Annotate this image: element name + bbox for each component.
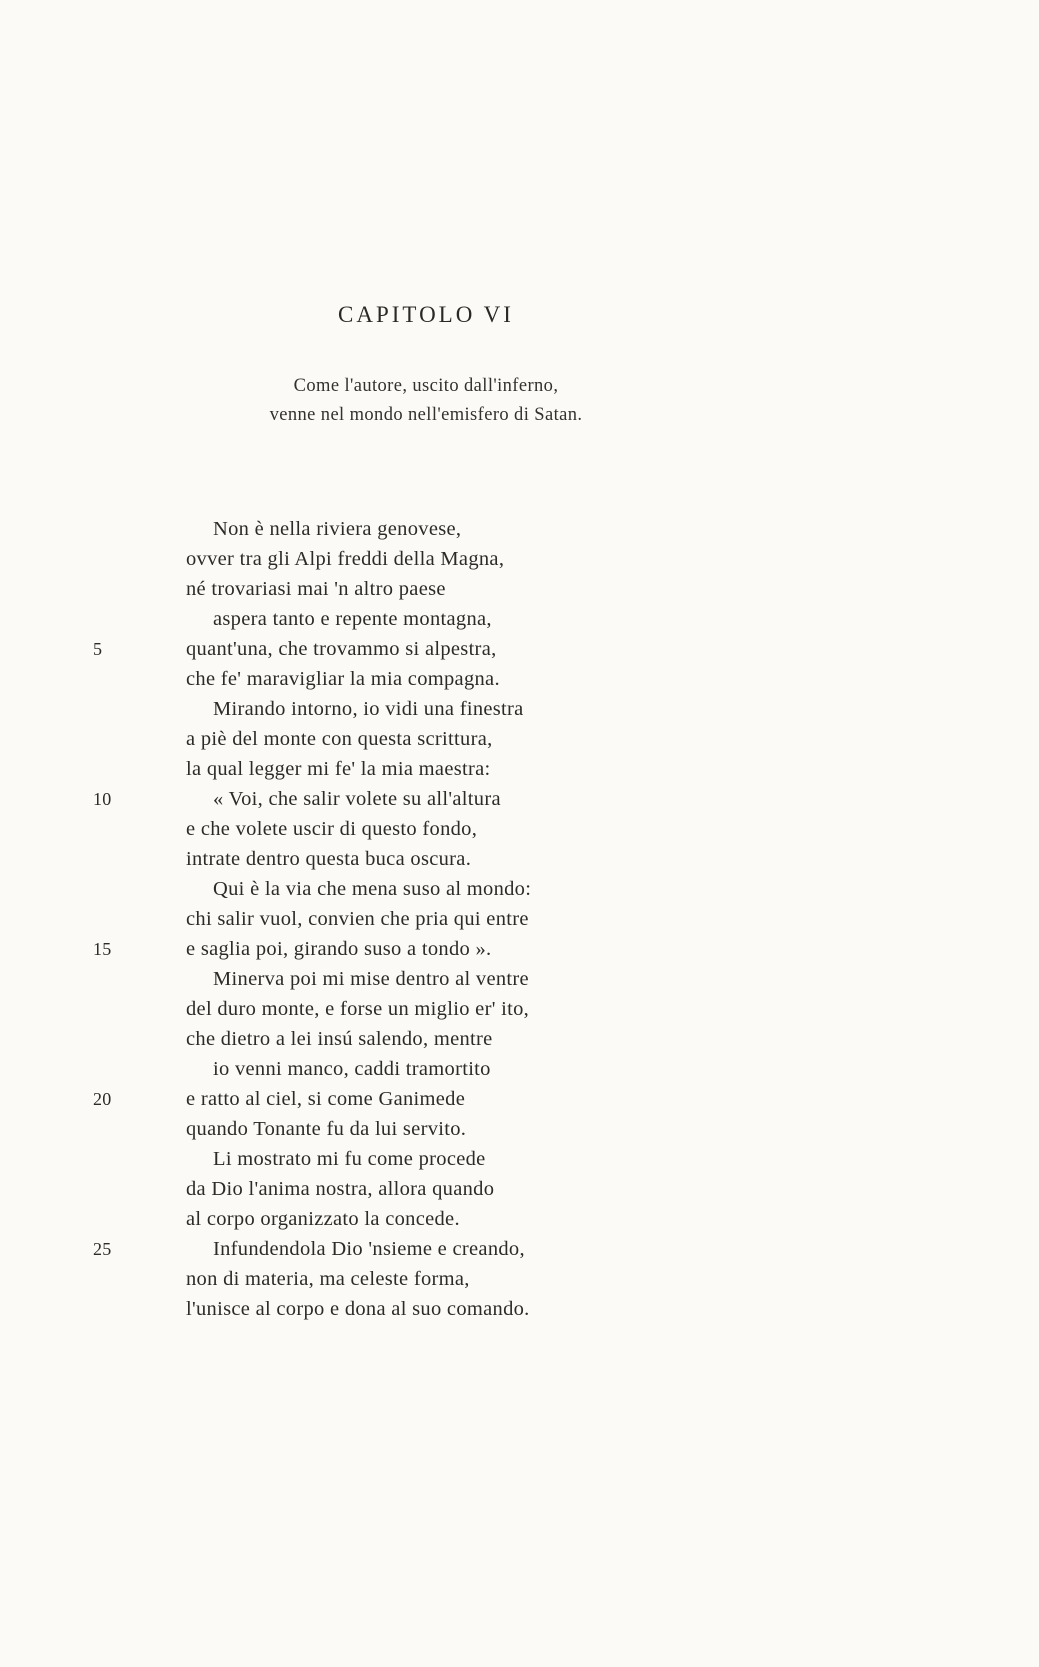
poem-line-text: l'unisce al corpo e dona al suo comando.	[186, 1298, 530, 1320]
poem-line	[93, 844, 1039, 874]
poem-line	[93, 934, 1039, 964]
poem-line	[93, 664, 1039, 694]
poem-line	[93, 904, 1039, 934]
poem	[93, 514, 1039, 1324]
poem-line-text: « Voi, che salir volete su all'altura	[213, 788, 501, 810]
poem-line-text: né trovariasi mai 'n altro paese	[186, 578, 446, 600]
poem-line-text: e ratto al ciel, si come Ganimede	[186, 1088, 466, 1110]
chapter-subtitle-line: venne nel mondo nell'emisfero di Satan.	[269, 405, 583, 425]
poem-line	[93, 574, 1039, 604]
chapter-subtitle-line: Come l'autore, uscito dall'inferno,	[293, 376, 559, 396]
poem-line	[93, 1054, 1039, 1084]
line-number: 10	[93, 789, 112, 809]
poem-line	[93, 784, 1039, 814]
poem-line-text: da Dio l'anima nostra, allora quando	[186, 1178, 495, 1200]
poem-line	[93, 1174, 1039, 1204]
poem-line	[93, 604, 1039, 634]
poem-line	[93, 1234, 1039, 1264]
poem-line-text: intrate dentro questa buca oscura.	[186, 848, 472, 870]
line-number: 15	[93, 939, 112, 959]
poem-line	[93, 1264, 1039, 1294]
poem-line-text: al corpo organizzato la concede.	[186, 1208, 460, 1230]
poem-line-text: non di materia, ma celeste forma,	[186, 1268, 470, 1290]
poem-line-text: aspera tanto e repente montagna,	[213, 608, 492, 630]
heading-block	[186, 302, 666, 430]
poem-line-text: Li mostrato mi fu come procede	[213, 1148, 486, 1170]
poem-line	[93, 814, 1039, 844]
chapter-subtitle	[186, 372, 666, 430]
poem-line	[93, 964, 1039, 994]
poem-line-text: del duro monte, e forse un miglio er' ito,	[186, 998, 530, 1020]
poem-line-text: ovver tra gli Alpi freddi della Magna,	[186, 548, 505, 570]
poem-line-text: io venni manco, caddi tramortito	[213, 1058, 491, 1080]
line-number: 20	[93, 1089, 112, 1109]
poem-line-text: Non è nella riviera genovese,	[213, 518, 462, 540]
poem-line	[93, 634, 1039, 664]
poem-line-text: Mirando intorno, io vidi una finestra	[213, 698, 524, 720]
poem-line	[93, 514, 1039, 544]
poem-line	[93, 1144, 1039, 1174]
poem-line	[93, 1204, 1039, 1234]
poem-line-text: che fe' maravigliar la mia compagna.	[186, 668, 500, 690]
poem-line	[93, 754, 1039, 784]
poem-line	[93, 1084, 1039, 1114]
poem-line	[93, 1114, 1039, 1144]
poem-line-text: Minerva poi mi mise dentro al ventre	[213, 968, 529, 990]
poem-line-text: e saglia poi, girando suso a tondo ».	[186, 938, 492, 960]
poem-line-text: Infundendola Dio 'nsieme e creando,	[213, 1238, 525, 1260]
chapter-title: CAPITOLO VI	[338, 302, 514, 327]
poem-line	[93, 1294, 1039, 1324]
poem-line-text: e che volete uscir di questo fondo,	[186, 818, 478, 840]
poem-line-text: quant'una, che trovammo si alpestra,	[186, 638, 497, 660]
line-number: 5	[93, 639, 103, 659]
poem-line	[93, 994, 1039, 1024]
poem-line	[93, 874, 1039, 904]
poem-line	[93, 1024, 1039, 1054]
line-number: 25	[93, 1239, 112, 1259]
poem-line-text: la qual legger mi fe' la mia maestra:	[186, 758, 491, 780]
poem-line	[93, 544, 1039, 574]
poem-line	[93, 724, 1039, 754]
poem-line-text: a piè del monte con questa scrittura,	[186, 728, 493, 750]
poem-line-text: chi salir vuol, convien che pria qui entre	[186, 908, 529, 930]
poem-line-text: che dietro a lei insú salendo, mentre	[186, 1028, 493, 1050]
poem-line-text: quando Tonante fu da lui servito.	[186, 1118, 467, 1140]
poem-line	[93, 694, 1039, 724]
poem-line-text: Qui è la via che mena suso al mondo:	[213, 878, 532, 900]
